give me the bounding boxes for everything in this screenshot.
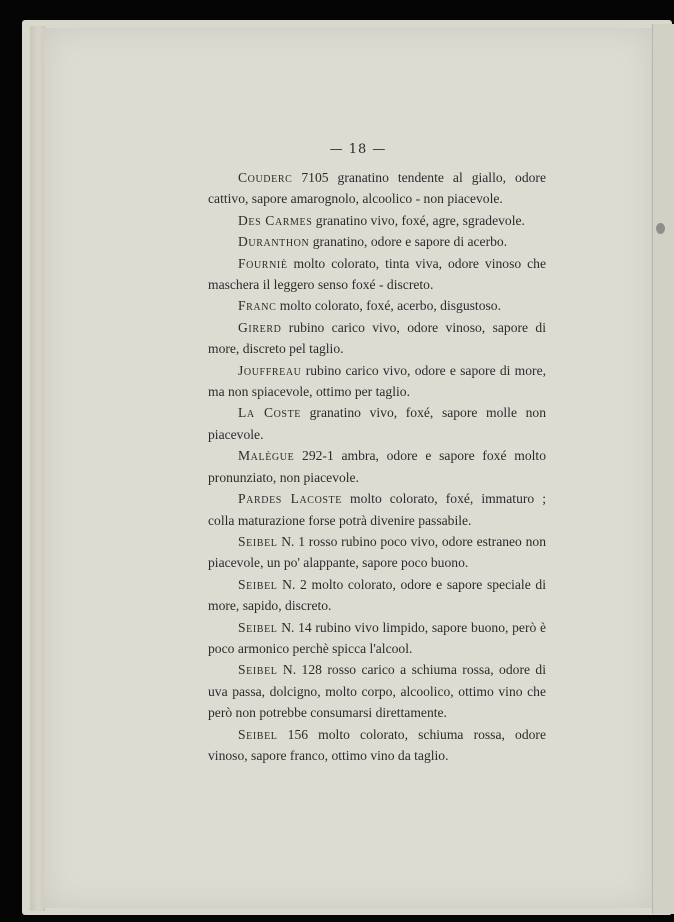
entry-girerd (208, 317, 546, 360)
variety-name: Malègue (238, 448, 295, 464)
entry-seibel-156 (208, 724, 546, 767)
entry-jouffreau (208, 360, 546, 403)
entry-seibel-128 (208, 659, 546, 723)
entry-couderc (208, 167, 546, 210)
page-number: — 18 — (329, 142, 387, 157)
variety-name: Jouffreau (238, 362, 302, 378)
variety-name: Franc (238, 298, 277, 314)
variety-description: rubino carico vivo, odore e sapore di more, ma non spiacevole, ottimo per taglio. (208, 362, 546, 400)
variety-description: 156 molto colorato, schiuma rossa, odore vinoso, sapore franco, ottimo vino da taglio. (208, 726, 546, 763)
variety-name: Girerd (238, 319, 282, 335)
variety-description: granatino vivo, foxé, agre, sgradevole. (312, 212, 525, 228)
entry-seibel-2 (208, 574, 546, 617)
variety-name: Seibel (238, 726, 278, 742)
variety-description: N. 14 rubino vivo limpido, sapore buono, però è poco armonico perchè spicca l'alcool. (208, 619, 546, 656)
variety-name: Fourniè (238, 255, 288, 271)
variety-description: granatino, odore e sapore di acerbo. (309, 234, 508, 250)
variety-description: molto colorato, tinta viva, odore vinoso che maschera il leggero senso foxé - discreto. (208, 255, 546, 293)
variety-name: La Coste (238, 405, 302, 421)
variety-description: molto colorato, foxé, acerbo, disgustoso. (276, 298, 501, 314)
variety-name: Duranthon (238, 234, 310, 250)
variety-description: 7105 granatino tendente al giallo, odore cattivo, sapore amarognolo, alcoolico - non piacevole. (208, 170, 546, 207)
variety-description: granatino vivo, foxé, sapore molle non piacevole. (208, 405, 546, 442)
page-left-edge (30, 26, 45, 911)
variety-description: rubino carico vivo, odore vinoso, sapore di more, discreto pel taglio. (208, 319, 546, 357)
variety-name: Seibel (238, 576, 278, 592)
variety-name: Couderc (238, 170, 293, 185)
entry-malegue (208, 445, 546, 488)
variety-name: Seibel (238, 533, 278, 549)
page-body (208, 167, 546, 766)
entry-fournie (208, 253, 546, 296)
variety-name: Seibel (238, 662, 278, 678)
entry-duranthon (208, 231, 546, 252)
entry-des-carmes (208, 210, 546, 231)
variety-description: N. 128 rosso carico a schiuma rossa, odore di uva passa, dolcigno, molto corpo, alcoolico, ottimo vino che però non potrebbe consumarsi direttamente. (208, 662, 546, 721)
variety-name: Des Carmes (238, 212, 313, 228)
entry-franc (208, 295, 546, 316)
variety-name: Pardes Lacoste (238, 491, 342, 507)
entry-seibel-14 (208, 617, 546, 660)
variety-description: N. 1 rosso rubino poco vivo, odore estraneo non piacevole, un po' alappante, sapore poco buono. (208, 533, 546, 571)
entry-seibel-1 (208, 531, 546, 574)
variety-description: 292-1 ambra, odore e sapore foxé molto pronunziato, non piacevole. (208, 448, 546, 485)
variety-name: Seibel (238, 619, 278, 635)
variety-description: molto colorato, foxé, immaturo ; colla maturazione forse potrà divenire passabile. (208, 491, 546, 528)
variety-description: N. 2 molto colorato, odore e sapore speciale di more, sapido, discreto. (208, 576, 546, 614)
binding-hole-icon (656, 223, 665, 234)
entry-la-coste (208, 402, 546, 445)
next-page-edge (652, 24, 674, 914)
entry-pardes-lacoste (208, 488, 546, 531)
